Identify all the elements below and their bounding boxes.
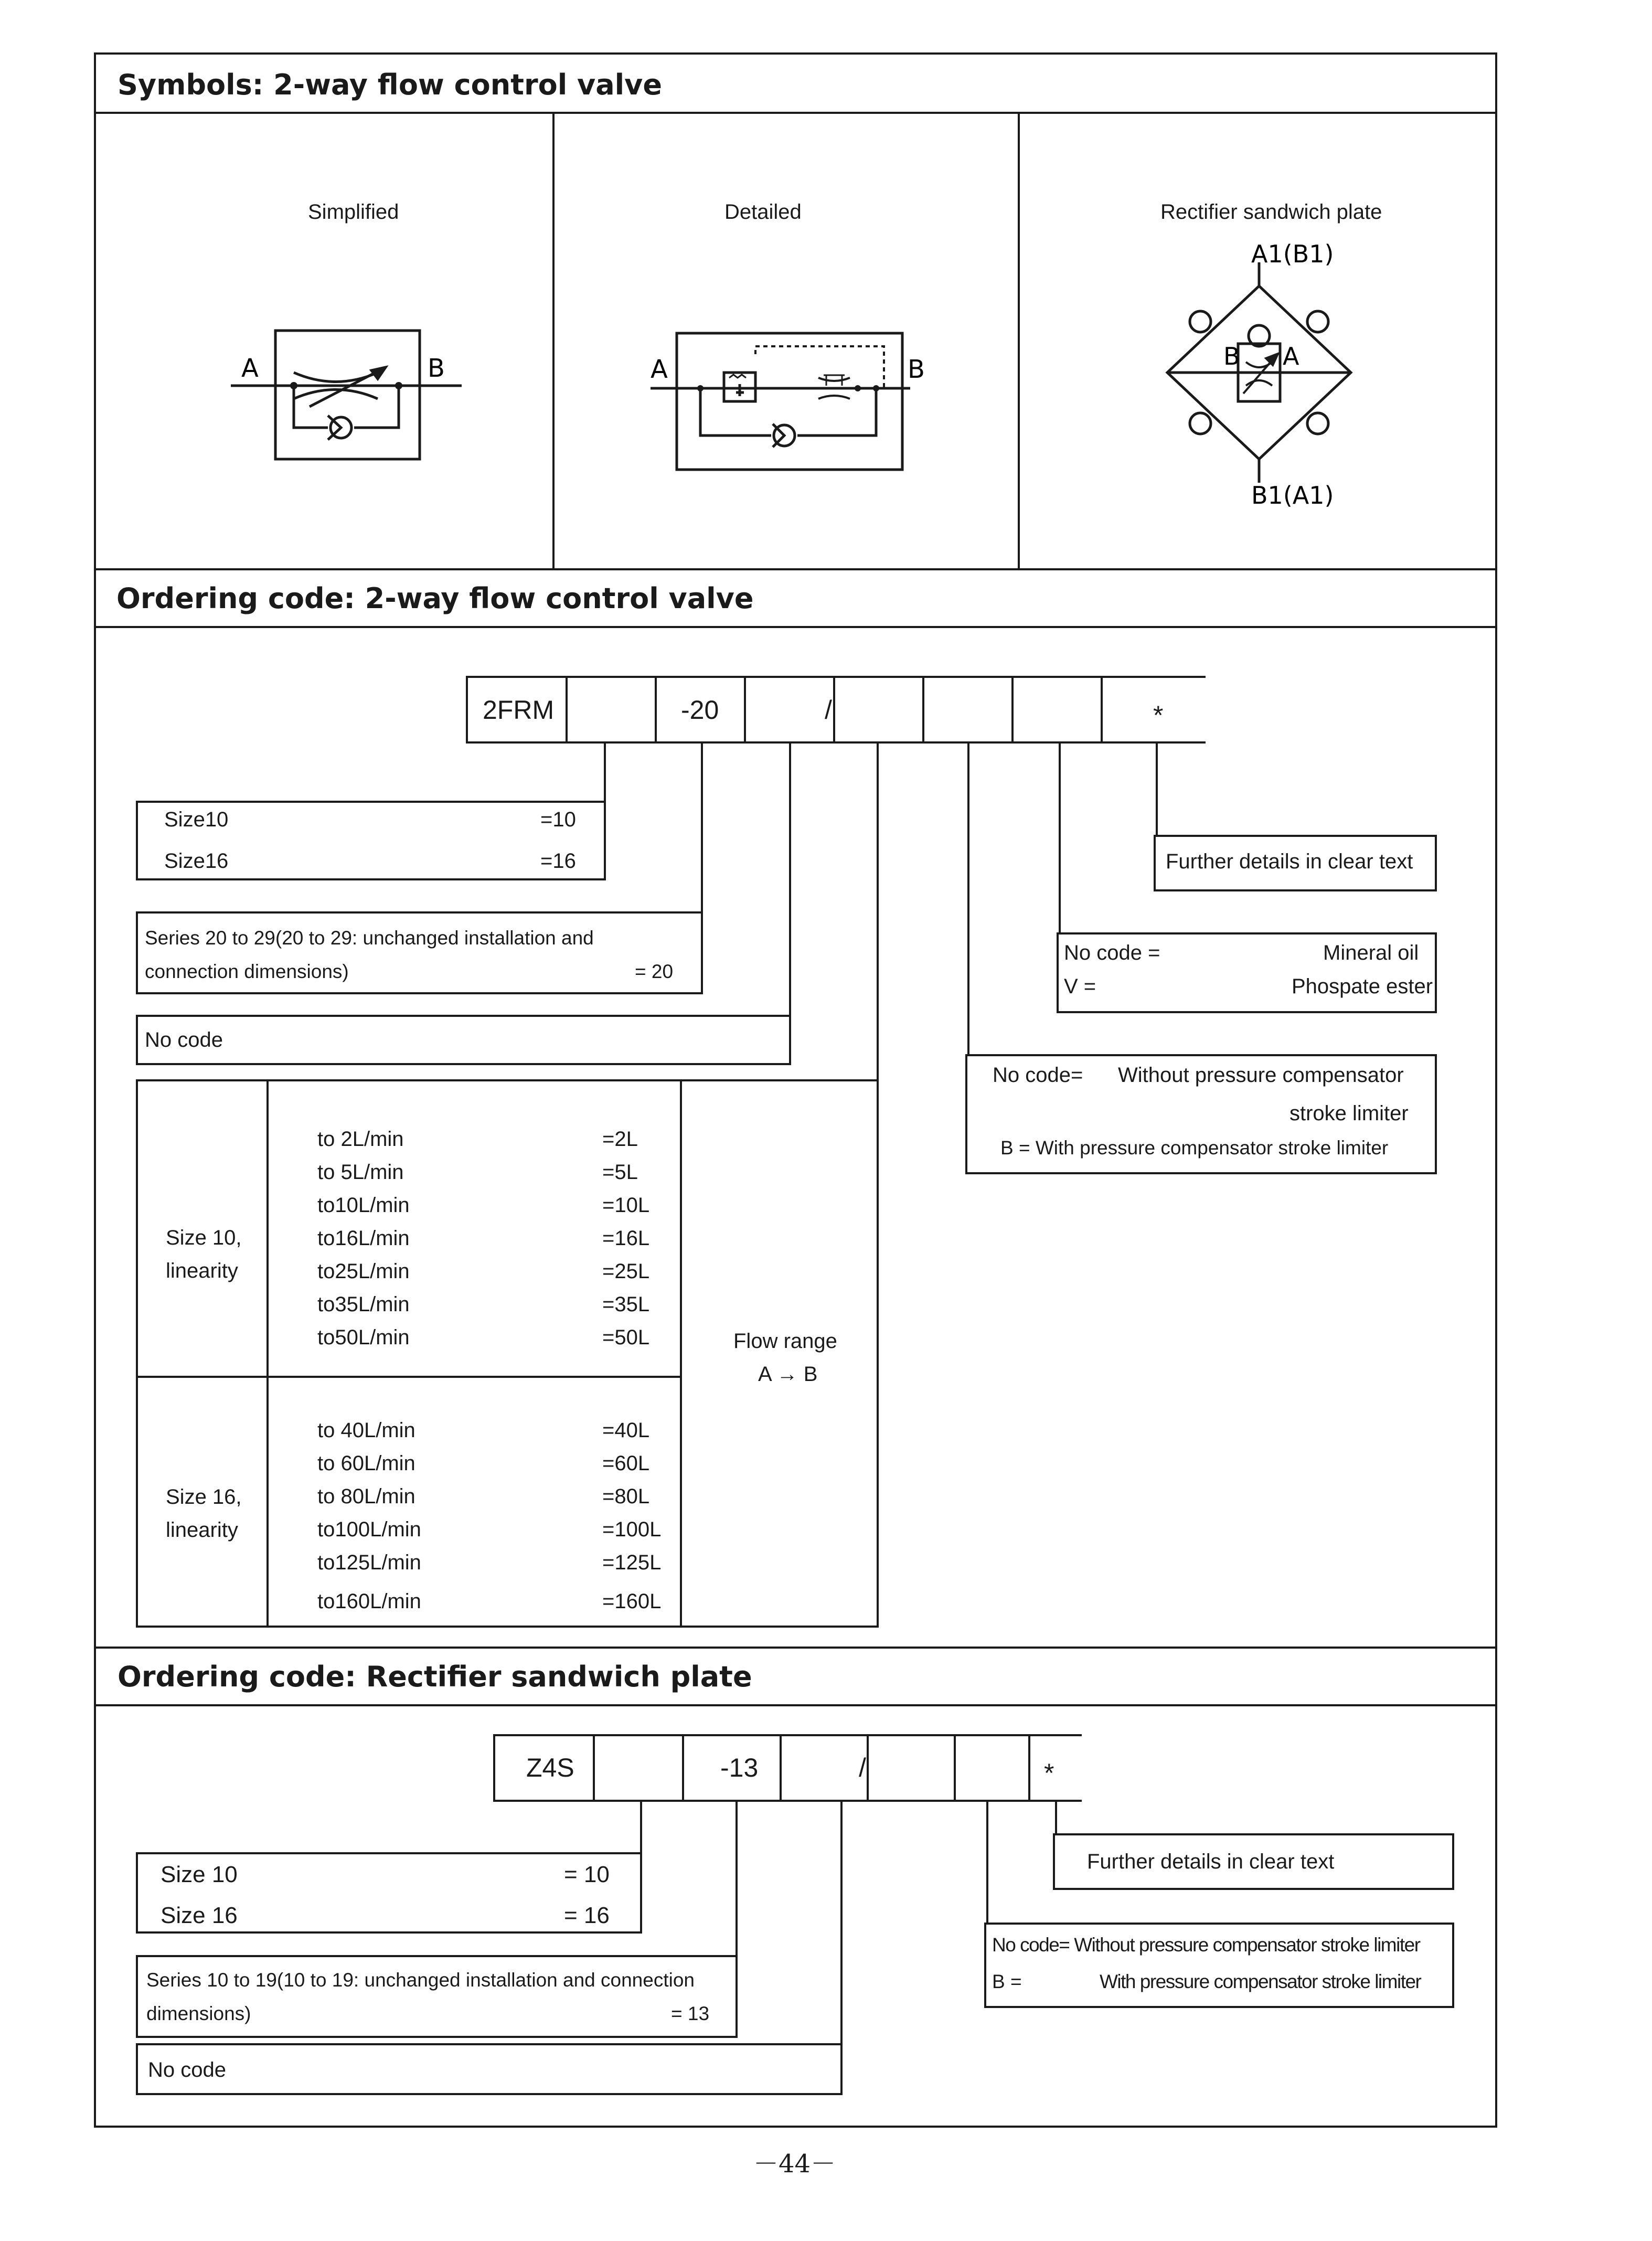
flow-range-row: to 60L/min <box>317 1452 415 1475</box>
connector <box>789 741 791 1017</box>
valve-code-bar-bottom <box>466 741 1206 744</box>
valve-code-prefix: 2FRM <box>483 695 555 725</box>
valve-code-slash: / <box>825 695 832 725</box>
divider <box>744 676 746 744</box>
connector <box>701 741 703 914</box>
flow-size16-linearity: linearity <box>166 1518 238 1542</box>
rectifier-bottom-port: B1(A1) <box>1251 481 1334 509</box>
plate-code-prefix: Z4S <box>526 1753 574 1782</box>
fluid-v-label: V = <box>1064 975 1096 998</box>
plate-comp-with-text: With pressure compensator stroke limiter <box>1100 1971 1421 1992</box>
detailed-port-b: B <box>908 355 925 384</box>
flow-range-row: to25L/min <box>317 1260 410 1283</box>
flow-range-row: to10L/min <box>317 1194 410 1217</box>
divider <box>655 676 657 744</box>
divider <box>267 1079 269 1628</box>
flow-code-row: =16L <box>602 1227 650 1250</box>
flow-range-row: to100L/min <box>317 1518 421 1541</box>
divider <box>833 676 835 744</box>
flow-range-row: to 40L/min <box>317 1419 415 1442</box>
comp-nocode-label: No code= <box>993 1064 1083 1087</box>
valve-code-series: -20 <box>681 695 719 725</box>
connector <box>736 1800 738 1957</box>
flow-code-row: =25L <box>602 1260 650 1283</box>
flow-range-row: to 2L/min <box>317 1128 404 1151</box>
flow-range-row: to35L/min <box>317 1293 410 1316</box>
flow-range-label: Flow range <box>733 1330 837 1353</box>
simplified-port-b: B <box>428 354 445 383</box>
divider <box>680 1079 682 1628</box>
divider <box>1101 676 1103 744</box>
flow-size10-linearity: linearity <box>166 1259 238 1282</box>
divider <box>94 1704 1497 1706</box>
plate-series-box <box>136 1955 738 2038</box>
flow-range-row: to 5L/min <box>317 1161 404 1184</box>
flow-size16-label: Size 16, <box>166 1485 242 1509</box>
valve-nocode-label: No code <box>145 1028 223 1052</box>
symbols-heading: Symbols: 2-way flow control valve <box>118 68 662 101</box>
valve-code-star: * <box>1153 700 1164 730</box>
plate-further-text: Further details in clear text <box>1087 1850 1335 1873</box>
plate-ordering-heading: Ordering code: Rectifier sandwich plate <box>118 1660 752 1693</box>
valve-size16-value: =16 <box>540 849 576 873</box>
divider <box>493 1734 495 1802</box>
divider <box>466 676 468 744</box>
divider <box>94 568 1497 570</box>
divider <box>867 1734 869 1802</box>
flow-code-row: =160L <box>602 1590 662 1613</box>
valve-ordering-heading: Ordering code: 2-way flow control valve <box>116 582 754 615</box>
flow-code-row: =40L <box>602 1419 650 1442</box>
connector <box>967 741 969 1056</box>
comp-without-text: Without pressure compensator <box>1118 1064 1404 1087</box>
valve-code-bar-top <box>466 676 1206 678</box>
rectifier-port-a: A <box>1283 342 1299 370</box>
flow-code-row: =10L <box>602 1194 650 1217</box>
detailed-valve-symbol <box>648 325 931 477</box>
simplified-port-a: A <box>241 354 259 383</box>
connector <box>877 741 879 1081</box>
flow-code-row: =50L <box>602 1326 650 1349</box>
comp-stroke-limiter: stroke limiter <box>1289 1102 1409 1125</box>
connector <box>1055 1800 1057 1835</box>
divider <box>94 112 1497 114</box>
rectifier-label: Rectifier sandwich plate <box>1160 200 1382 224</box>
plate-series-line2: dimensions) <box>146 2003 251 2024</box>
connector <box>1059 741 1061 934</box>
flow-code-row: =5L <box>602 1161 638 1184</box>
connector <box>840 1800 843 2045</box>
flow-code-row: =80L <box>602 1485 650 1508</box>
valve-size16-label: Size16 <box>164 849 229 873</box>
plate-size16-label: Size 16 <box>161 1903 238 1928</box>
divider <box>94 626 1497 628</box>
fluid-mineral-oil: Mineral oil <box>1323 941 1419 964</box>
comp-with-text: B = With pressure compensator stroke limiter <box>1000 1137 1389 1159</box>
plate-size10-label: Size 10 <box>161 1862 238 1887</box>
flow-direction-label: A → B <box>758 1363 818 1386</box>
connector <box>986 1800 988 1925</box>
divider <box>922 676 924 744</box>
plate-size16-value: = 16 <box>564 1903 610 1928</box>
detailed-port-a: A <box>651 355 668 384</box>
connector <box>1156 741 1158 837</box>
flow-code-row: =2L <box>602 1128 638 1151</box>
flow-code-row: =35L <box>602 1293 650 1316</box>
plate-nocode-label: No code <box>148 2058 226 2081</box>
valve-series-line2: connection dimensions) <box>145 961 349 982</box>
divider <box>552 112 555 568</box>
flow-code-row: =125L <box>602 1551 662 1574</box>
fluid-nocode-label: No code = <box>1064 941 1160 964</box>
flow-code-row: =60L <box>602 1452 650 1475</box>
plate-code-series: -13 <box>720 1753 759 1782</box>
plate-comp-line1: No code= Without pressure compensator stroke limiter <box>992 1934 1420 1956</box>
plate-size10-value: = 10 <box>564 1862 610 1887</box>
flow-range-row: to 80L/min <box>317 1485 415 1508</box>
valve-further-text: Further details in clear text <box>1166 850 1413 873</box>
plate-code-star: * <box>1044 1758 1054 1788</box>
plate-comp-b-label: B = <box>992 1971 1022 1992</box>
simplified-valve-symbol <box>226 320 477 472</box>
divider <box>1028 1734 1030 1802</box>
divider <box>136 1376 682 1378</box>
valve-size10-label: Size10 <box>164 808 229 831</box>
flow-code-row: =100L <box>602 1518 662 1541</box>
rectifier-top-port: A1(B1) <box>1251 240 1334 268</box>
flow-range-table <box>136 1079 879 1628</box>
flow-range-row: to160L/min <box>317 1590 421 1613</box>
divider <box>780 1734 782 1802</box>
plate-series-value: = 13 <box>671 2003 710 2024</box>
plate-code-bar-top <box>493 1734 1082 1736</box>
detailed-label: Detailed <box>724 200 802 224</box>
valve-size10-value: =10 <box>540 808 576 831</box>
plate-code-bar-bottom <box>493 1800 1082 1802</box>
connector <box>604 741 606 803</box>
divider <box>94 1647 1497 1649</box>
divider <box>954 1734 956 1802</box>
page-number: －44－ <box>753 2149 836 2179</box>
plate-nocode-box <box>136 2043 843 2095</box>
valve-nocode-box <box>136 1015 791 1065</box>
flow-range-row: to16L/min <box>317 1227 410 1250</box>
divider <box>566 676 568 744</box>
plate-code-slash: / <box>859 1753 866 1782</box>
plate-series-line1: Series 10 to 19(10 to 19: unchanged installation and connection <box>146 1969 695 1991</box>
rectifier-plate-symbol <box>1144 239 1374 512</box>
divider <box>682 1734 684 1802</box>
divider <box>1018 112 1020 568</box>
valve-series-line1: Series 20 to 29(20 to 29: unchanged installation and <box>145 927 594 949</box>
flow-size10-label: Size 10, <box>166 1226 242 1249</box>
simplified-label: Simplified <box>308 200 399 224</box>
divider <box>1011 676 1014 744</box>
fluid-phosphate-ester: Phospate ester <box>1292 975 1433 998</box>
connector <box>640 1800 642 1854</box>
divider <box>593 1734 595 1802</box>
valve-series-value: = 20 <box>635 961 674 982</box>
flow-range-row: to125L/min <box>317 1551 421 1574</box>
flow-range-row: to50L/min <box>317 1326 410 1349</box>
rectifier-port-b: B <box>1223 342 1240 370</box>
